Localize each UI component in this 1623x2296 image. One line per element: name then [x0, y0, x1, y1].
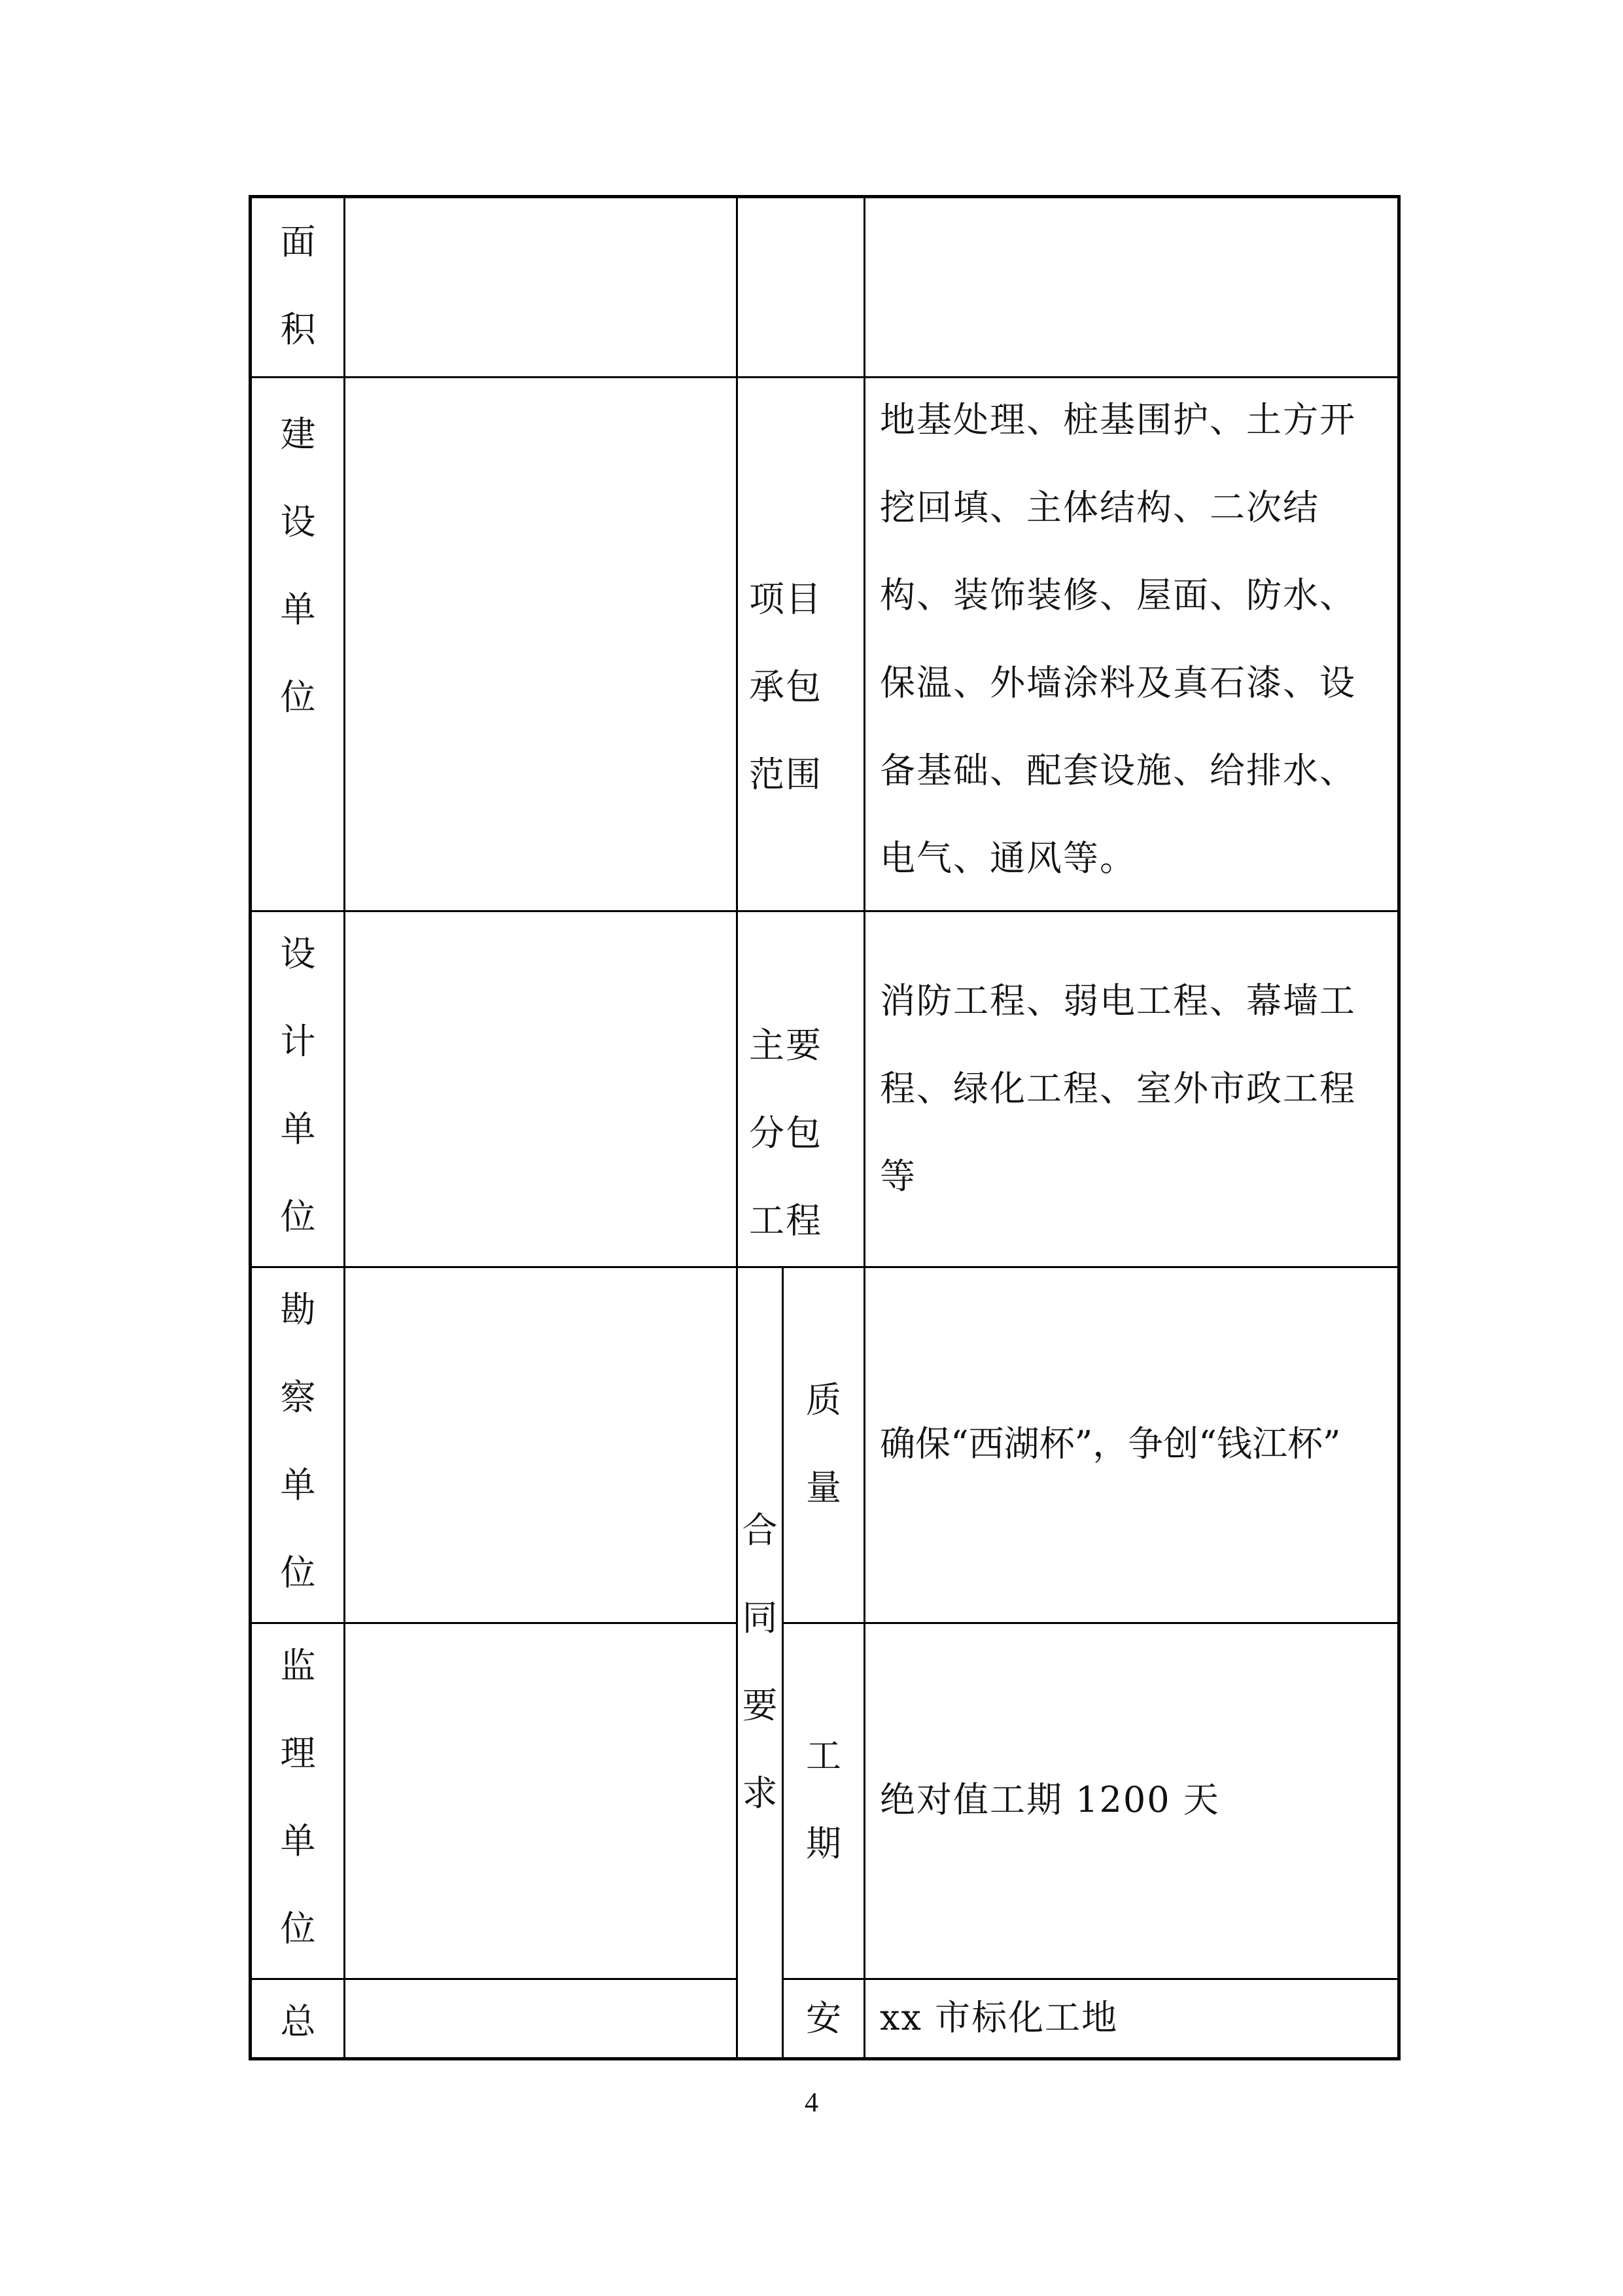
label-supervisor	[264, 1622, 332, 1978]
subcontract-label: 主要分包工程	[749, 1025, 822, 1241]
contract-label	[738, 1266, 782, 2057]
duration-label-text: 工 期	[806, 1735, 841, 1864]
contract-label-text: 合 同 要 求	[742, 1509, 778, 1814]
row-divider-2	[252, 910, 1397, 912]
label-area-text: 面 积	[280, 221, 316, 350]
scope-value: 地基处理、桩基围护、土方开挖回填、主体结构、二次结构、装饰装修、屋面、防水、保温、外墙涂料及真石漆、设备基础、配套设施、给排水、电气、通风等。	[880, 399, 1356, 879]
label-general	[264, 1978, 332, 2057]
label-surveyor-text: 勘 察 单 位	[280, 1289, 316, 1593]
row-divider-4b	[782, 1622, 1397, 1624]
subcontract-value: 消防工程、弱电工程、幕墙工程、绿化工程、室外市政工程等	[880, 980, 1356, 1197]
label-designer-text: 设 计 单 位	[280, 933, 316, 1237]
label-supervisor-text: 监 理 单 位	[280, 1645, 316, 1949]
quality-label	[784, 1266, 864, 1622]
col-divider-3	[864, 198, 865, 2057]
label-builder	[264, 389, 332, 743]
label-area	[264, 198, 332, 376]
safety-value: xx 市标化工地	[880, 1997, 1119, 2038]
safety-label	[784, 1980, 864, 2057]
label-general-text: 总	[280, 2001, 316, 2042]
col-divider-1	[343, 198, 345, 2057]
quality-label-text: 质 量	[806, 1379, 841, 1508]
label-surveyor	[264, 1266, 332, 1622]
safety-label-text: 安	[806, 1998, 841, 2039]
scope-label: 项目承包范围	[749, 578, 822, 795]
duration-value: 绝对值工期 1200 天	[880, 1779, 1220, 1820]
quality-value: 确保“西湖杯”，争创“钱江杯”	[880, 1423, 1341, 1464]
page-number: 4	[805, 2088, 818, 2118]
label-builder-text: 建 设 单 位	[280, 414, 316, 718]
info-table	[249, 195, 1401, 2060]
label-designer	[264, 910, 332, 1266]
duration-label	[784, 1622, 864, 1978]
